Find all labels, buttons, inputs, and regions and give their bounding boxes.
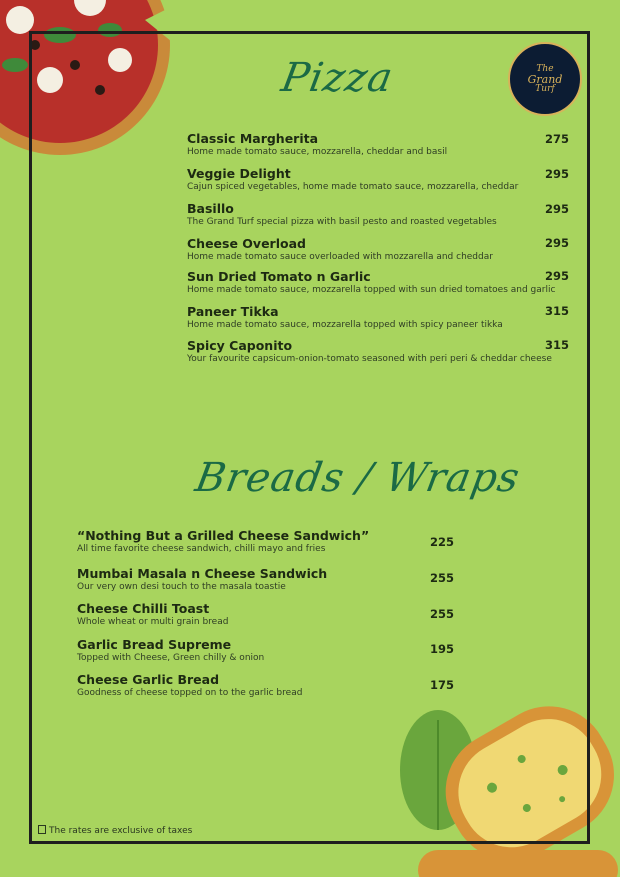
grand-turf-logo — [508, 42, 582, 116]
item-name: Veggie Delight — [187, 166, 291, 181]
item-description: Your favourite capsicum-onion-tomato seasoned with peri peri & cheddar cheese — [187, 354, 552, 364]
menu-item — [187, 338, 552, 364]
item-description: Topped with Cheese, Green chilly & onion — [77, 653, 265, 663]
tax-note — [38, 825, 192, 836]
item-price: 295 — [545, 236, 570, 250]
item-price: 275 — [545, 132, 570, 146]
menu-item — [187, 269, 555, 295]
menu-item — [77, 672, 302, 698]
item-description: Whole wheat or multi grain bread — [77, 617, 229, 627]
tax-note-text: The rates are exclusive of taxes — [49, 826, 193, 836]
menu-item — [77, 601, 228, 627]
item-name: Paneer Tikka — [187, 304, 279, 319]
item-name: Cheese Garlic Bread — [77, 672, 220, 687]
logo-line-2: Grand — [527, 72, 563, 86]
logo-line-1: The — [536, 63, 554, 74]
item-name: Garlic Bread Supreme — [77, 637, 232, 652]
item-price: 225 — [430, 535, 455, 549]
item-name: Cheese Chilli Toast — [77, 601, 210, 616]
menu-item — [187, 236, 493, 262]
item-price: 295 — [545, 167, 570, 181]
item-price: 255 — [430, 607, 455, 621]
item-price: 175 — [430, 678, 455, 692]
item-name: Basillo — [187, 201, 234, 216]
item-price: 255 — [430, 571, 455, 585]
item-description: Goodness of cheese topped on to the garlic bread — [77, 688, 303, 698]
menu-item — [77, 637, 264, 663]
menu-item — [187, 304, 503, 330]
item-description: Home made tomato sauce, mozzarella, cheddar and basil — [187, 147, 448, 157]
breads-section-title: Breads / Wraps — [191, 455, 524, 501]
menu-item — [187, 166, 518, 192]
pizza-section-title: Pizza — [277, 55, 397, 101]
item-price: 315 — [545, 304, 570, 318]
item-description: Home made tomato sauce, mozzarella topped with spicy paneer tikka — [187, 320, 503, 330]
item-name: Classic Margherita — [187, 131, 319, 146]
logo-line-3: Turf — [535, 83, 555, 94]
item-price: 195 — [430, 642, 455, 656]
item-description: Our very own desi touch to the masala toastie — [77, 582, 286, 592]
menu-item — [77, 566, 327, 592]
item-price: 315 — [545, 338, 570, 352]
item-price: 295 — [545, 202, 570, 216]
item-name: Mumbai Masala n Cheese Sandwich — [77, 566, 328, 581]
item-description: Cajun spiced vegetables, home made tomato sauce, mozzarella, cheddar — [187, 182, 519, 192]
menu-item — [77, 528, 369, 554]
item-description: Home made tomato sauce, mozzarella topped with sun dried tomatoes and garlic — [187, 285, 556, 295]
item-description: All time favorite cheese sandwich, chilli mayo and fries — [77, 544, 326, 554]
item-name: Cheese Overload — [187, 236, 306, 251]
menu-item — [187, 131, 447, 157]
item-name: Spicy Caponito — [187, 338, 293, 353]
item-name: Sun Dried Tomato n Garlic — [187, 269, 371, 284]
item-description: Home made tomato sauce overloaded with mozzarella and cheddar — [187, 252, 493, 262]
menu-item — [187, 201, 497, 227]
item-price: 295 — [545, 269, 570, 283]
checkbox-icon — [38, 825, 46, 834]
item-description: The Grand Turf special pizza with basil pesto and roasted vegetables — [187, 217, 497, 227]
item-name: “Nothing But a Grilled Cheese Sandwich” — [77, 528, 370, 543]
